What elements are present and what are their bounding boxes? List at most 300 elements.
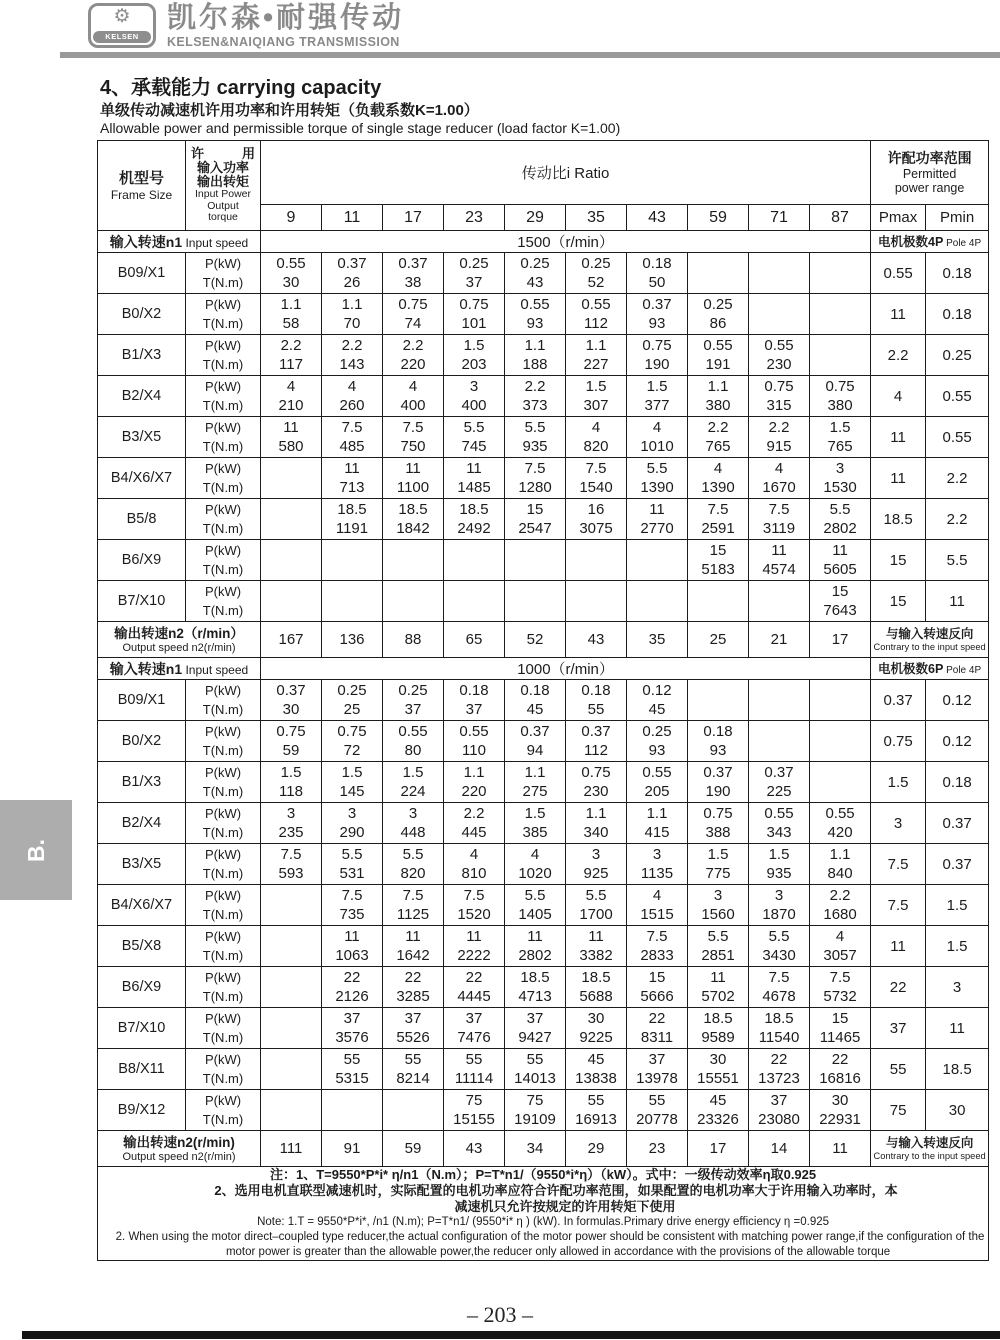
power-header-line1: 许 用 xyxy=(191,146,255,162)
logo-text: KELSEN xyxy=(93,31,151,43)
output-value-cell: 65 xyxy=(444,622,505,658)
value-cell xyxy=(322,1090,383,1131)
frame-row xyxy=(98,1090,989,1131)
output-value-cell: 43 xyxy=(444,1131,505,1167)
value-cell: 4 1670 xyxy=(749,458,810,499)
pt-label-cell: P(kW) T(N.m) xyxy=(186,458,261,499)
ratio-column-header: 11 xyxy=(322,205,383,231)
gear-icon: ⚙ xyxy=(113,6,131,27)
value-cell xyxy=(688,581,749,622)
output-speed-label: 输出转速n2（r/min） Output speed n2(r/min) xyxy=(98,622,261,658)
value-cell: 22 4445 xyxy=(444,967,505,1008)
value-cell: 37 23080 xyxy=(749,1090,810,1131)
input-speed-label: 输入转速n1 Input speed xyxy=(98,231,261,253)
value-cell: 15 11465 xyxy=(810,1008,871,1049)
pt-label-cell: P(kW) T(N.m) xyxy=(186,721,261,762)
value-cell: 1.5 307 xyxy=(566,376,627,417)
value-cell: 7.5 5732 xyxy=(810,967,871,1008)
value-cell: 55 8214 xyxy=(383,1049,444,1090)
value-cell: 18.5 2492 xyxy=(444,499,505,540)
value-cell: 18.5 4713 xyxy=(505,967,566,1008)
frame-row xyxy=(98,721,989,762)
value-cell: 0.55 110 xyxy=(444,721,505,762)
value-cell: 0.55 420 xyxy=(810,803,871,844)
pmin-cell: 0.37 xyxy=(926,803,989,844)
value-cell: 11 1642 xyxy=(383,926,444,967)
value-cell: 4 3057 xyxy=(810,926,871,967)
frame-row xyxy=(98,540,989,581)
ratio-column-header: 35 xyxy=(566,205,627,231)
value-cell: 18.5 5688 xyxy=(566,967,627,1008)
value-cell: 7.5 750 xyxy=(383,417,444,458)
value-cell: 11 1063 xyxy=(322,926,383,967)
value-cell: 2.2 373 xyxy=(505,376,566,417)
brand-names xyxy=(167,3,404,49)
value-cell xyxy=(261,967,322,1008)
value-cell: 4 810 xyxy=(444,844,505,885)
notes-cell xyxy=(98,1167,989,1261)
output-value-cell: 14 xyxy=(749,1131,810,1167)
pmin-cell: 2.2 xyxy=(926,458,989,499)
frame-row xyxy=(98,803,989,844)
capacity-table xyxy=(97,140,989,1261)
value-cell: 0.75 190 xyxy=(627,335,688,376)
frame-size-cell: B09/X1 xyxy=(98,253,186,294)
value-cell: 11 1485 xyxy=(444,458,505,499)
input-speed-row xyxy=(98,658,989,680)
pmin-cell: 3 xyxy=(926,967,989,1008)
pt-label-cell: P(kW) T(N.m) xyxy=(186,762,261,803)
value-cell: 1.1 840 xyxy=(810,844,871,885)
value-cell: 1.1 227 xyxy=(566,335,627,376)
value-cell: 22 8311 xyxy=(627,1008,688,1049)
frame-size-cell: B2/X4 xyxy=(98,376,186,417)
value-cell: 0.75 101 xyxy=(444,294,505,335)
value-cell xyxy=(810,680,871,721)
value-cell xyxy=(261,1049,322,1090)
value-cell: 1.5 118 xyxy=(261,762,322,803)
value-cell: 0.55 191 xyxy=(688,335,749,376)
output-value-cell: 136 xyxy=(322,622,383,658)
output-value-cell: 167 xyxy=(261,622,322,658)
output-value-cell: 23 xyxy=(627,1131,688,1167)
value-cell: 37 9427 xyxy=(505,1008,566,1049)
value-cell: 4 400 xyxy=(383,376,444,417)
value-cell: 0.37 26 xyxy=(322,253,383,294)
frame-size-header-en: Frame Size xyxy=(110,188,173,202)
value-cell: 3 1135 xyxy=(627,844,688,885)
value-cell: 0.75 388 xyxy=(688,803,749,844)
frame-row xyxy=(98,1008,989,1049)
value-cell: 1.1 188 xyxy=(505,335,566,376)
pmin-cell: 11 xyxy=(926,581,989,622)
frame-size-cell: B1/X3 xyxy=(98,335,186,376)
frame-row xyxy=(98,335,989,376)
value-cell: 0.75 230 xyxy=(566,762,627,803)
value-cell: 0.55 205 xyxy=(627,762,688,803)
output-value-cell: 25 xyxy=(688,622,749,658)
value-cell xyxy=(810,721,871,762)
pmax-cell: 0.55 xyxy=(871,253,926,294)
value-cell xyxy=(810,294,871,335)
frame-size-cell: B3/X5 xyxy=(98,417,186,458)
value-cell: 0.37 38 xyxy=(383,253,444,294)
value-cell: 4 1515 xyxy=(627,885,688,926)
value-cell: 3 448 xyxy=(383,803,444,844)
pmin-cell: 0.12 xyxy=(926,680,989,721)
value-cell: 3 290 xyxy=(322,803,383,844)
side-index-tab-label: B. xyxy=(22,838,49,862)
value-cell: 2.2 915 xyxy=(749,417,810,458)
value-cell: 4 1020 xyxy=(505,844,566,885)
output-value-cell: 111 xyxy=(261,1131,322,1167)
pt-label-cell: P(kW) T(N.m) xyxy=(186,417,261,458)
value-cell xyxy=(505,540,566,581)
value-cell: 7.5 1520 xyxy=(444,885,505,926)
value-cell xyxy=(261,1008,322,1049)
ratio-column-header: 29 xyxy=(505,205,566,231)
pt-label-cell: P(kW) T(N.m) xyxy=(186,376,261,417)
output-value-cell: 34 xyxy=(505,1131,566,1167)
value-cell: 11 4574 xyxy=(749,540,810,581)
value-cell: 5.5 745 xyxy=(444,417,505,458)
value-cell: 3 235 xyxy=(261,803,322,844)
value-cell xyxy=(261,458,322,499)
note-cn-2: 2、选用电机直联型减速机时，实际配置的电机功率应符合许配功率范围，如果配置的电机功率大于许用输入功率时，本 xyxy=(214,1183,898,1198)
power-header-line3: 输出转矩 xyxy=(196,174,249,190)
value-cell: 0.37 112 xyxy=(566,721,627,762)
ratio-column-header: 9 xyxy=(261,205,322,231)
value-cell: 2.2 220 xyxy=(383,335,444,376)
pt-label-cell: P(kW) T(N.m) xyxy=(186,926,261,967)
value-cell: 0.37 94 xyxy=(505,721,566,762)
value-cell: 5.5 2802 xyxy=(810,499,871,540)
value-cell: 22 16816 xyxy=(810,1049,871,1090)
ratio-column-header: 71 xyxy=(749,205,810,231)
value-cell: 7.5 735 xyxy=(322,885,383,926)
value-cell: 0.25 93 xyxy=(627,721,688,762)
output-value-cell: 29 xyxy=(566,1131,627,1167)
value-cell: 0.37 30 xyxy=(261,680,322,721)
power-header-en1: Input Power xyxy=(194,188,252,201)
pt-label-cell: P(kW) T(N.m) xyxy=(186,1090,261,1131)
ratio-column-header: 23 xyxy=(444,205,505,231)
value-cell: 18.5 11540 xyxy=(749,1008,810,1049)
value-cell: 1.1 220 xyxy=(444,762,505,803)
header-divider xyxy=(60,52,1000,58)
power-header-en2: Output torque xyxy=(207,199,239,224)
value-cell xyxy=(261,926,322,967)
value-cell: 11 2770 xyxy=(627,499,688,540)
pmax-cell: 11 xyxy=(871,458,926,499)
frame-size-cell: B6/X9 xyxy=(98,540,186,581)
value-cell: 22 3285 xyxy=(383,967,444,1008)
pmin-cell: 30 xyxy=(926,1090,989,1131)
value-cell: 1.1 275 xyxy=(505,762,566,803)
value-cell: 0.25 37 xyxy=(383,680,444,721)
pt-label-cell: P(kW) T(N.m) xyxy=(186,844,261,885)
value-cell: 0.55 112 xyxy=(566,294,627,335)
value-cell: 0.25 43 xyxy=(505,253,566,294)
pmin-cell: 5.5 xyxy=(926,540,989,581)
value-cell: 55 11114 xyxy=(444,1049,505,1090)
output-value-cell: 88 xyxy=(383,622,444,658)
brand-name-en: KELSEN&NAIQIANG TRANSMISSION xyxy=(167,35,400,49)
value-cell: 1.5 203 xyxy=(444,335,505,376)
value-cell: 0.75 74 xyxy=(383,294,444,335)
value-cell: 7.5 1280 xyxy=(505,458,566,499)
input-speed-label: 输入转速n1 Input speed xyxy=(98,658,261,680)
pmin-cell: 0.18 xyxy=(926,294,989,335)
value-cell: 55 5315 xyxy=(322,1049,383,1090)
value-cell xyxy=(749,721,810,762)
value-cell: 11 1100 xyxy=(383,458,444,499)
value-cell xyxy=(444,581,505,622)
value-cell: 7.5 2833 xyxy=(627,926,688,967)
power-torque-header xyxy=(186,141,261,231)
brand-name-cn: 凯尔森•耐强传动 xyxy=(167,2,405,34)
frame-row xyxy=(98,967,989,1008)
value-cell: 15 5183 xyxy=(688,540,749,581)
pmax-cell: 37 xyxy=(871,1008,926,1049)
value-cell: 0.37 190 xyxy=(688,762,749,803)
value-cell: 11 5702 xyxy=(688,967,749,1008)
value-cell xyxy=(261,581,322,622)
value-cell: 4 260 xyxy=(322,376,383,417)
footer-bar xyxy=(22,1331,1000,1339)
value-cell: 37 3576 xyxy=(322,1008,383,1049)
table-header-row-1 xyxy=(98,141,989,205)
value-cell xyxy=(627,540,688,581)
pmax-cell: 7.5 xyxy=(871,844,926,885)
permitted-header-en2: power range xyxy=(894,181,965,195)
value-cell: 7.5 4678 xyxy=(749,967,810,1008)
pmax-cell: 0.37 xyxy=(871,680,926,721)
value-cell: 1.5 145 xyxy=(322,762,383,803)
value-cell: 75 19109 xyxy=(505,1090,566,1131)
frame-row xyxy=(98,417,989,458)
value-cell xyxy=(627,581,688,622)
output-speed-label: 输出转速n2(r/min) Output speed n2(r/min) xyxy=(98,1131,261,1167)
value-cell xyxy=(383,581,444,622)
value-cell: 11 2222 xyxy=(444,926,505,967)
output-direction-note: 与输入转速反向 Contrary to the input speed xyxy=(871,1131,989,1167)
value-cell: 7.5 1540 xyxy=(566,458,627,499)
pmin-cell: 11 xyxy=(926,1008,989,1049)
subtitle-en: Allowable power and permissible torque of single stage reducer (load factor K=1.00) xyxy=(100,120,621,136)
frame-size-cell: B7/X10 xyxy=(98,1008,186,1049)
value-cell xyxy=(322,581,383,622)
value-cell: 1.1 70 xyxy=(322,294,383,335)
frame-row xyxy=(98,253,989,294)
value-cell: 5.5 935 xyxy=(505,417,566,458)
value-cell xyxy=(688,253,749,294)
value-cell: 11 2802 xyxy=(505,926,566,967)
motor-pole-label: 电机极数6P Pole 4P xyxy=(871,658,989,680)
note-en-1: Note: 1.T = 9550*P*i*, /n1 (N.m); P=T*n1/ (9550*i* η ) (kW). In formulas.Primary drive energy efficiency η =0.925 xyxy=(257,1216,830,1228)
value-cell: 2.2 765 xyxy=(688,417,749,458)
pt-label-cell: P(kW) T(N.m) xyxy=(186,499,261,540)
value-cell xyxy=(383,540,444,581)
frame-row xyxy=(98,926,989,967)
value-cell xyxy=(566,581,627,622)
pt-label-cell: P(kW) T(N.m) xyxy=(186,581,261,622)
value-cell: 2.2 117 xyxy=(261,335,322,376)
value-cell: 3 925 xyxy=(566,844,627,885)
pmin-cell: 1.5 xyxy=(926,926,989,967)
pmin-cell: 0.18 xyxy=(926,253,989,294)
note-cn-1: 注：1、T=9550*P*i* η/n1（N.m）；P=T*n1/（9550*i*η）（kW）。式中：一级传动效率η取0.925 xyxy=(269,1167,817,1182)
output-value-cell: 43 xyxy=(566,622,627,658)
note-en-2: 2. When using the motor direct–coupled type reducer,the actual configuration of the motor power should be consistent with matching power range,if the configuration of the xyxy=(115,1231,985,1243)
pmax-cell: 75 xyxy=(871,1090,926,1131)
pmax-cell: 55 xyxy=(871,1049,926,1090)
pmin-cell: 1.5 xyxy=(926,885,989,926)
frame-size-cell: B4/X6/X7 xyxy=(98,458,186,499)
note-cn-3: 减速机只允许按规定的许用转矩下使用 xyxy=(454,1199,676,1214)
pmax-cell: 1.5 xyxy=(871,762,926,803)
pt-label-cell: P(kW) T(N.m) xyxy=(186,1008,261,1049)
value-cell: 1.5 775 xyxy=(688,844,749,885)
value-cell: 11 713 xyxy=(322,458,383,499)
value-cell: 1.5 224 xyxy=(383,762,444,803)
value-cell: 3 400 xyxy=(444,376,505,417)
value-cell: 16 3075 xyxy=(566,499,627,540)
value-cell xyxy=(749,680,810,721)
value-cell: 7.5 2591 xyxy=(688,499,749,540)
pt-label-cell: P(kW) T(N.m) xyxy=(186,680,261,721)
value-cell xyxy=(810,253,871,294)
value-cell: 0.55 93 xyxy=(505,294,566,335)
pmax-cell: 11 xyxy=(871,926,926,967)
value-cell xyxy=(810,762,871,803)
output-value-cell: 17 xyxy=(810,622,871,658)
value-cell: 0.25 37 xyxy=(444,253,505,294)
frame-row xyxy=(98,458,989,499)
value-cell xyxy=(810,335,871,376)
frame-size-cell: B4/X6/X7 xyxy=(98,885,186,926)
input-speed-value: 1500（r/min） xyxy=(261,231,871,253)
title-block xyxy=(100,76,620,137)
value-cell: 18.5 1842 xyxy=(383,499,444,540)
frame-row xyxy=(98,1049,989,1090)
side-index-tab xyxy=(0,800,72,900)
permitted-header-en1: Permitted xyxy=(902,167,957,181)
output-value-cell: 21 xyxy=(749,622,810,658)
value-cell: 0.75 59 xyxy=(261,721,322,762)
value-cell: 5.5 1405 xyxy=(505,885,566,926)
pt-label-cell: P(kW) T(N.m) xyxy=(186,335,261,376)
value-cell: 1.5 935 xyxy=(749,844,810,885)
input-speed-row xyxy=(98,231,989,253)
frame-row xyxy=(98,762,989,803)
value-cell: 0.12 45 xyxy=(627,680,688,721)
pmax-cell: 2.2 xyxy=(871,335,926,376)
value-cell: 55 16913 xyxy=(566,1090,627,1131)
frame-size-cell: B5/8 xyxy=(98,499,186,540)
frame-size-cell: B7/X10 xyxy=(98,581,186,622)
value-cell: 7.5 1125 xyxy=(383,885,444,926)
value-cell: 0.37 225 xyxy=(749,762,810,803)
output-value-cell: 59 xyxy=(383,1131,444,1167)
value-cell: 1.5 765 xyxy=(810,417,871,458)
pt-label-cell: P(kW) T(N.m) xyxy=(186,294,261,335)
pmax-cell: 7.5 xyxy=(871,885,926,926)
frame-size-cell: B5/X8 xyxy=(98,926,186,967)
value-cell: 18.5 9589 xyxy=(688,1008,749,1049)
value-cell: 30 22931 xyxy=(810,1090,871,1131)
value-cell: 3 1870 xyxy=(749,885,810,926)
pmax-column-header: Pmax xyxy=(871,205,926,231)
pmin-cell: 0.25 xyxy=(926,335,989,376)
output-value-cell: 11 xyxy=(810,1131,871,1167)
value-cell xyxy=(261,1090,322,1131)
pt-label-cell: P(kW) T(N.m) xyxy=(186,885,261,926)
value-cell: 11 5605 xyxy=(810,540,871,581)
value-cell: 0.75 72 xyxy=(322,721,383,762)
value-cell: 3 1560 xyxy=(688,885,749,926)
value-cell xyxy=(261,499,322,540)
output-speed-row xyxy=(98,1131,989,1167)
value-cell xyxy=(383,1090,444,1131)
value-cell xyxy=(505,581,566,622)
ratio-column-header: 87 xyxy=(810,205,871,231)
input-speed-value: 1000（r/min） xyxy=(261,658,871,680)
pt-label-cell: P(kW) T(N.m) xyxy=(186,540,261,581)
pmax-cell: 11 xyxy=(871,294,926,335)
value-cell: 55 14013 xyxy=(505,1049,566,1090)
value-cell: 5.5 531 xyxy=(322,844,383,885)
value-cell: 0.18 37 xyxy=(444,680,505,721)
pmax-cell: 3 xyxy=(871,803,926,844)
output-value-cell: 35 xyxy=(627,622,688,658)
value-cell: 1.1 415 xyxy=(627,803,688,844)
value-cell xyxy=(749,253,810,294)
pmin-cell: 0.18 xyxy=(926,762,989,803)
value-cell: 4 820 xyxy=(566,417,627,458)
value-cell: 0.18 93 xyxy=(688,721,749,762)
value-cell: 2.2 143 xyxy=(322,335,383,376)
subtitle-cn: 单级传动减速机许用功率和许用转矩（负载系数K=1.00） xyxy=(100,102,479,119)
value-cell: 30 9225 xyxy=(566,1008,627,1049)
pmin-cell: 0.55 xyxy=(926,417,989,458)
pmin-cell: 0.37 xyxy=(926,844,989,885)
value-cell xyxy=(322,540,383,581)
page-number: – 203 – xyxy=(467,1302,533,1327)
value-cell: 0.18 55 xyxy=(566,680,627,721)
frame-size-header-cn: 机型号 xyxy=(118,170,164,187)
value-cell: 4 210 xyxy=(261,376,322,417)
value-cell: 1.1 380 xyxy=(688,376,749,417)
value-cell: 37 7476 xyxy=(444,1008,505,1049)
value-cell xyxy=(749,581,810,622)
value-cell: 11 3382 xyxy=(566,926,627,967)
value-cell: 0.18 50 xyxy=(627,253,688,294)
value-cell: 15 5666 xyxy=(627,967,688,1008)
value-cell: 0.55 343 xyxy=(749,803,810,844)
frame-row xyxy=(98,844,989,885)
pt-label-cell: P(kW) T(N.m) xyxy=(186,803,261,844)
value-cell: 18.5 1191 xyxy=(322,499,383,540)
value-cell: 0.75 315 xyxy=(749,376,810,417)
pmax-cell: 0.75 xyxy=(871,721,926,762)
value-cell: 0.18 45 xyxy=(505,680,566,721)
pmax-cell: 15 xyxy=(871,581,926,622)
value-cell: 0.55 30 xyxy=(261,253,322,294)
power-header-line2: 输入功率 xyxy=(196,160,249,176)
brand-logo xyxy=(88,3,156,48)
value-cell: 55 20778 xyxy=(627,1090,688,1131)
